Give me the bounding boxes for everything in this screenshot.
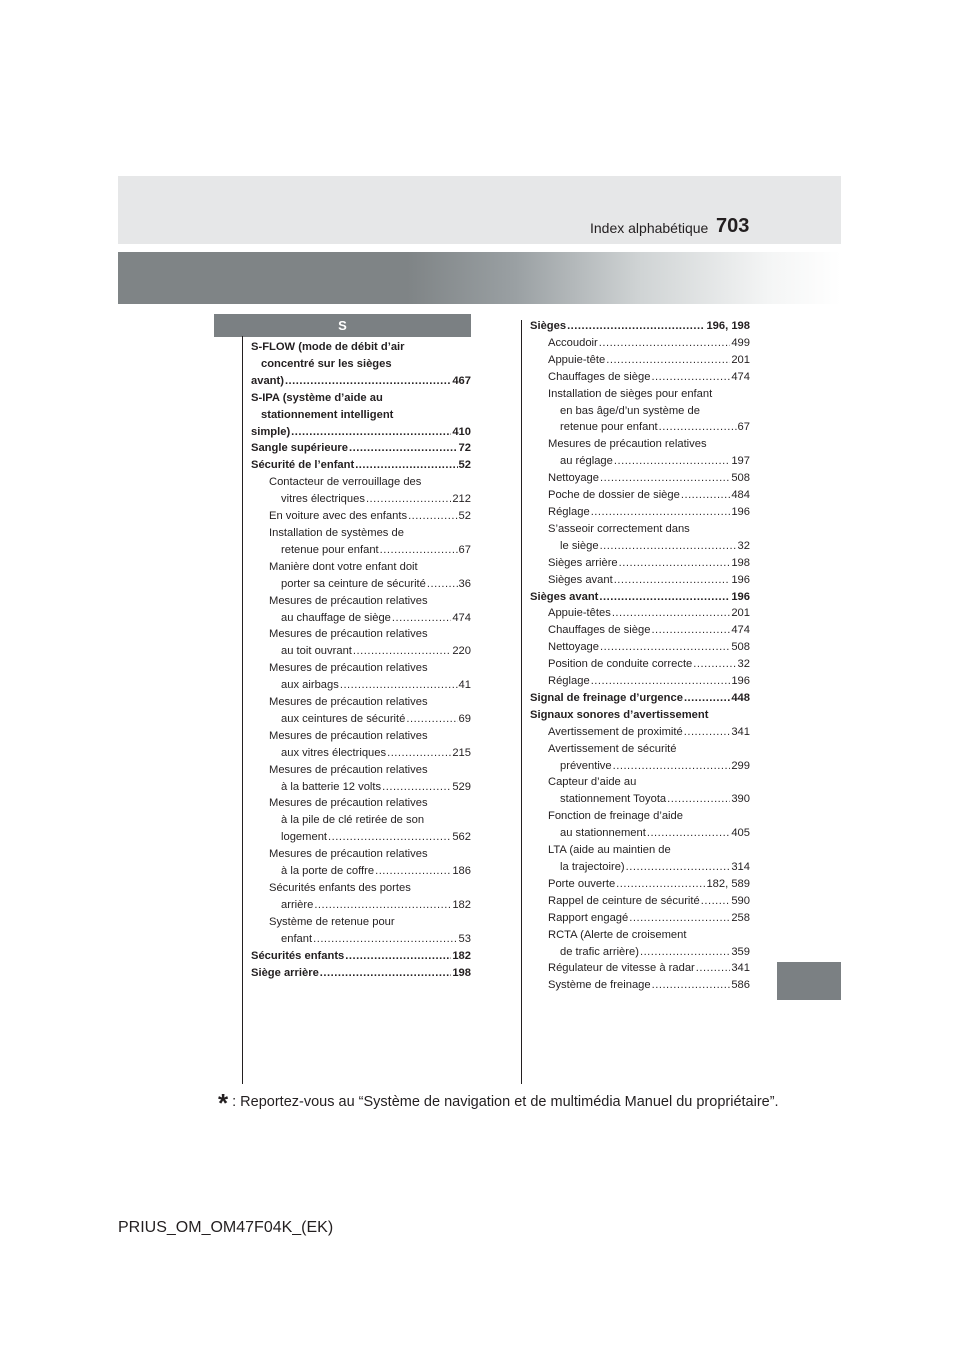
index-subentry: Sécurités enfants des portes arrière ..... 182	[251, 880, 471, 914]
index-subentry: Installation de systèmes de retenue pour enfant ..... 67	[251, 525, 471, 559]
index-entry: Siège arrière ..... 198	[251, 965, 471, 982]
index-column-right	[530, 318, 750, 994]
index-subentry: Contacteur de verrouillage des vitres électriques ..... 212	[251, 474, 471, 508]
index-subentry: Sièges avant ..... 196	[530, 572, 750, 589]
header-gradient-band	[118, 252, 841, 304]
index-subentry: Mesures de précaution relatives aux ceintures de sécurité ..... 69	[251, 694, 471, 728]
index-subentry: Appuie-têtes ..... 201	[530, 605, 750, 622]
index-subentry: LTA (aide au maintien de la trajectoire) ..... 314	[530, 842, 750, 876]
index-subentry: Réglage ..... 196	[530, 673, 750, 690]
index-subentry: Système de retenue pour enfant ..... 53	[251, 914, 471, 948]
index-entry: Sangle supérieure ..... 72	[251, 440, 471, 457]
index-entry: Sièges avant ..... 196	[530, 589, 750, 606]
index-subentry: Mesures de précaution relatives à la porte de coffre ..... 186	[251, 846, 471, 880]
index-subentry: Appuie-tête ..... 201	[530, 352, 750, 369]
index-subentry: Chauffages de siège ..... 474	[530, 622, 750, 639]
index-subentry: Mesures de précaution relatives à la pile de clé retirée de son logement ..... 562	[251, 795, 471, 846]
index-subentry: Poche de dossier de siège ..... 484	[530, 487, 750, 504]
index-subentry: Rappel de ceinture de sécurité ..... 590	[530, 893, 750, 910]
index-subentry: Avertissement de sécurité préventive ..... 299	[530, 741, 750, 775]
index-subentry: Manière dont votre enfant doit porter sa ceinture de sécurité ..... 36	[251, 559, 471, 593]
index-entry: Signal de freinage d’urgence ..... 448	[530, 690, 750, 707]
footnote-text: : Reportez-vous au “Système de navigation et de multimédia Manuel du propriétaire”.	[232, 1094, 779, 1110]
index-subentry: S’asseoir correctement dans le siège ..... 32	[530, 521, 750, 555]
index-subentry: Système de freinage ..... 586	[530, 977, 750, 994]
asterisk-icon: *	[218, 1088, 229, 1118]
index-entry: Sécurités enfants ..... 182	[251, 948, 471, 965]
index-subentry: Accoudoir ..... 499	[530, 335, 750, 352]
index-entry: Sièges ..... 196, 198	[530, 318, 750, 335]
index-column-left	[251, 339, 471, 981]
page-title: Index alphabétique	[590, 220, 709, 236]
index-subentry: Installation de sièges pour enfant en bas âge/d’un système de retenue pour enfant ..... 67	[530, 386, 750, 437]
index-subentry: Nettoyage ..... 508	[530, 639, 750, 656]
index-entry: S-FLOW (mode de débit d’air concentré sur les sièges avant) ..... 467	[251, 339, 471, 390]
right-column-rule	[521, 320, 522, 1084]
document-id: PRIUS_OM_OM47F04K_(EK)	[118, 1219, 334, 1236]
index-subentry: Mesures de précaution relatives au réglage ..... 197	[530, 436, 750, 470]
index-entry: Signaux sonores d’avertissement	[530, 708, 709, 721]
index-subentry: Régulateur de vitesse à radar ..... 341	[530, 960, 750, 977]
index-subentry: Position de conduite correcte ..... 32	[530, 656, 750, 673]
index-subentry: Capteur d’aide au stationnement Toyota ..... 390	[530, 774, 750, 808]
index-subentry: Fonction de freinage d’aide au stationnement ..... 405	[530, 808, 750, 842]
section-letter-header: S	[214, 314, 471, 337]
index-subentry: RCTA (Alerte de croisement de trafic arrière) ..... 359	[530, 927, 750, 961]
index-entry: S-IPA (système d’aide au stationnement intelligent simple) ..... 410	[251, 390, 471, 441]
chapter-tab	[777, 962, 841, 1000]
index-subentry: En voiture avec des enfants ..... 52	[251, 508, 471, 525]
index-subentry: Mesures de précaution relatives au toit ouvrant ..... 220	[251, 626, 471, 660]
index-subentry: Mesures de précaution relatives à la batterie 12 volts ..... 529	[251, 762, 471, 796]
index-subentry: Porte ouverte ..... 182, 589	[530, 876, 750, 893]
index-subentry: Mesures de précaution relatives aux airbags ..... 41	[251, 660, 471, 694]
page-number: 703	[716, 215, 750, 237]
index-subentry: Mesures de précaution relatives au chauffage de siège ..... 474	[251, 593, 471, 627]
index-subentry: Avertissement de proximité ..... 341	[530, 724, 750, 741]
index-entry: Sécurité de l’enfant ..... 52	[251, 457, 471, 474]
index-subentry: Chauffages de siège ..... 474	[530, 369, 750, 386]
index-subentry: Nettoyage ..... 508	[530, 470, 750, 487]
index-subentry: Sièges arrière ..... 198	[530, 555, 750, 572]
index-subentry: Mesures de précaution relatives aux vitres électriques ..... 215	[251, 728, 471, 762]
index-subentry: Rapport engagé ..... 258	[530, 910, 750, 927]
left-column-rule	[242, 336, 243, 1084]
footnote	[218, 1088, 779, 1119]
index-subentry: Réglage ..... 196	[530, 504, 750, 521]
